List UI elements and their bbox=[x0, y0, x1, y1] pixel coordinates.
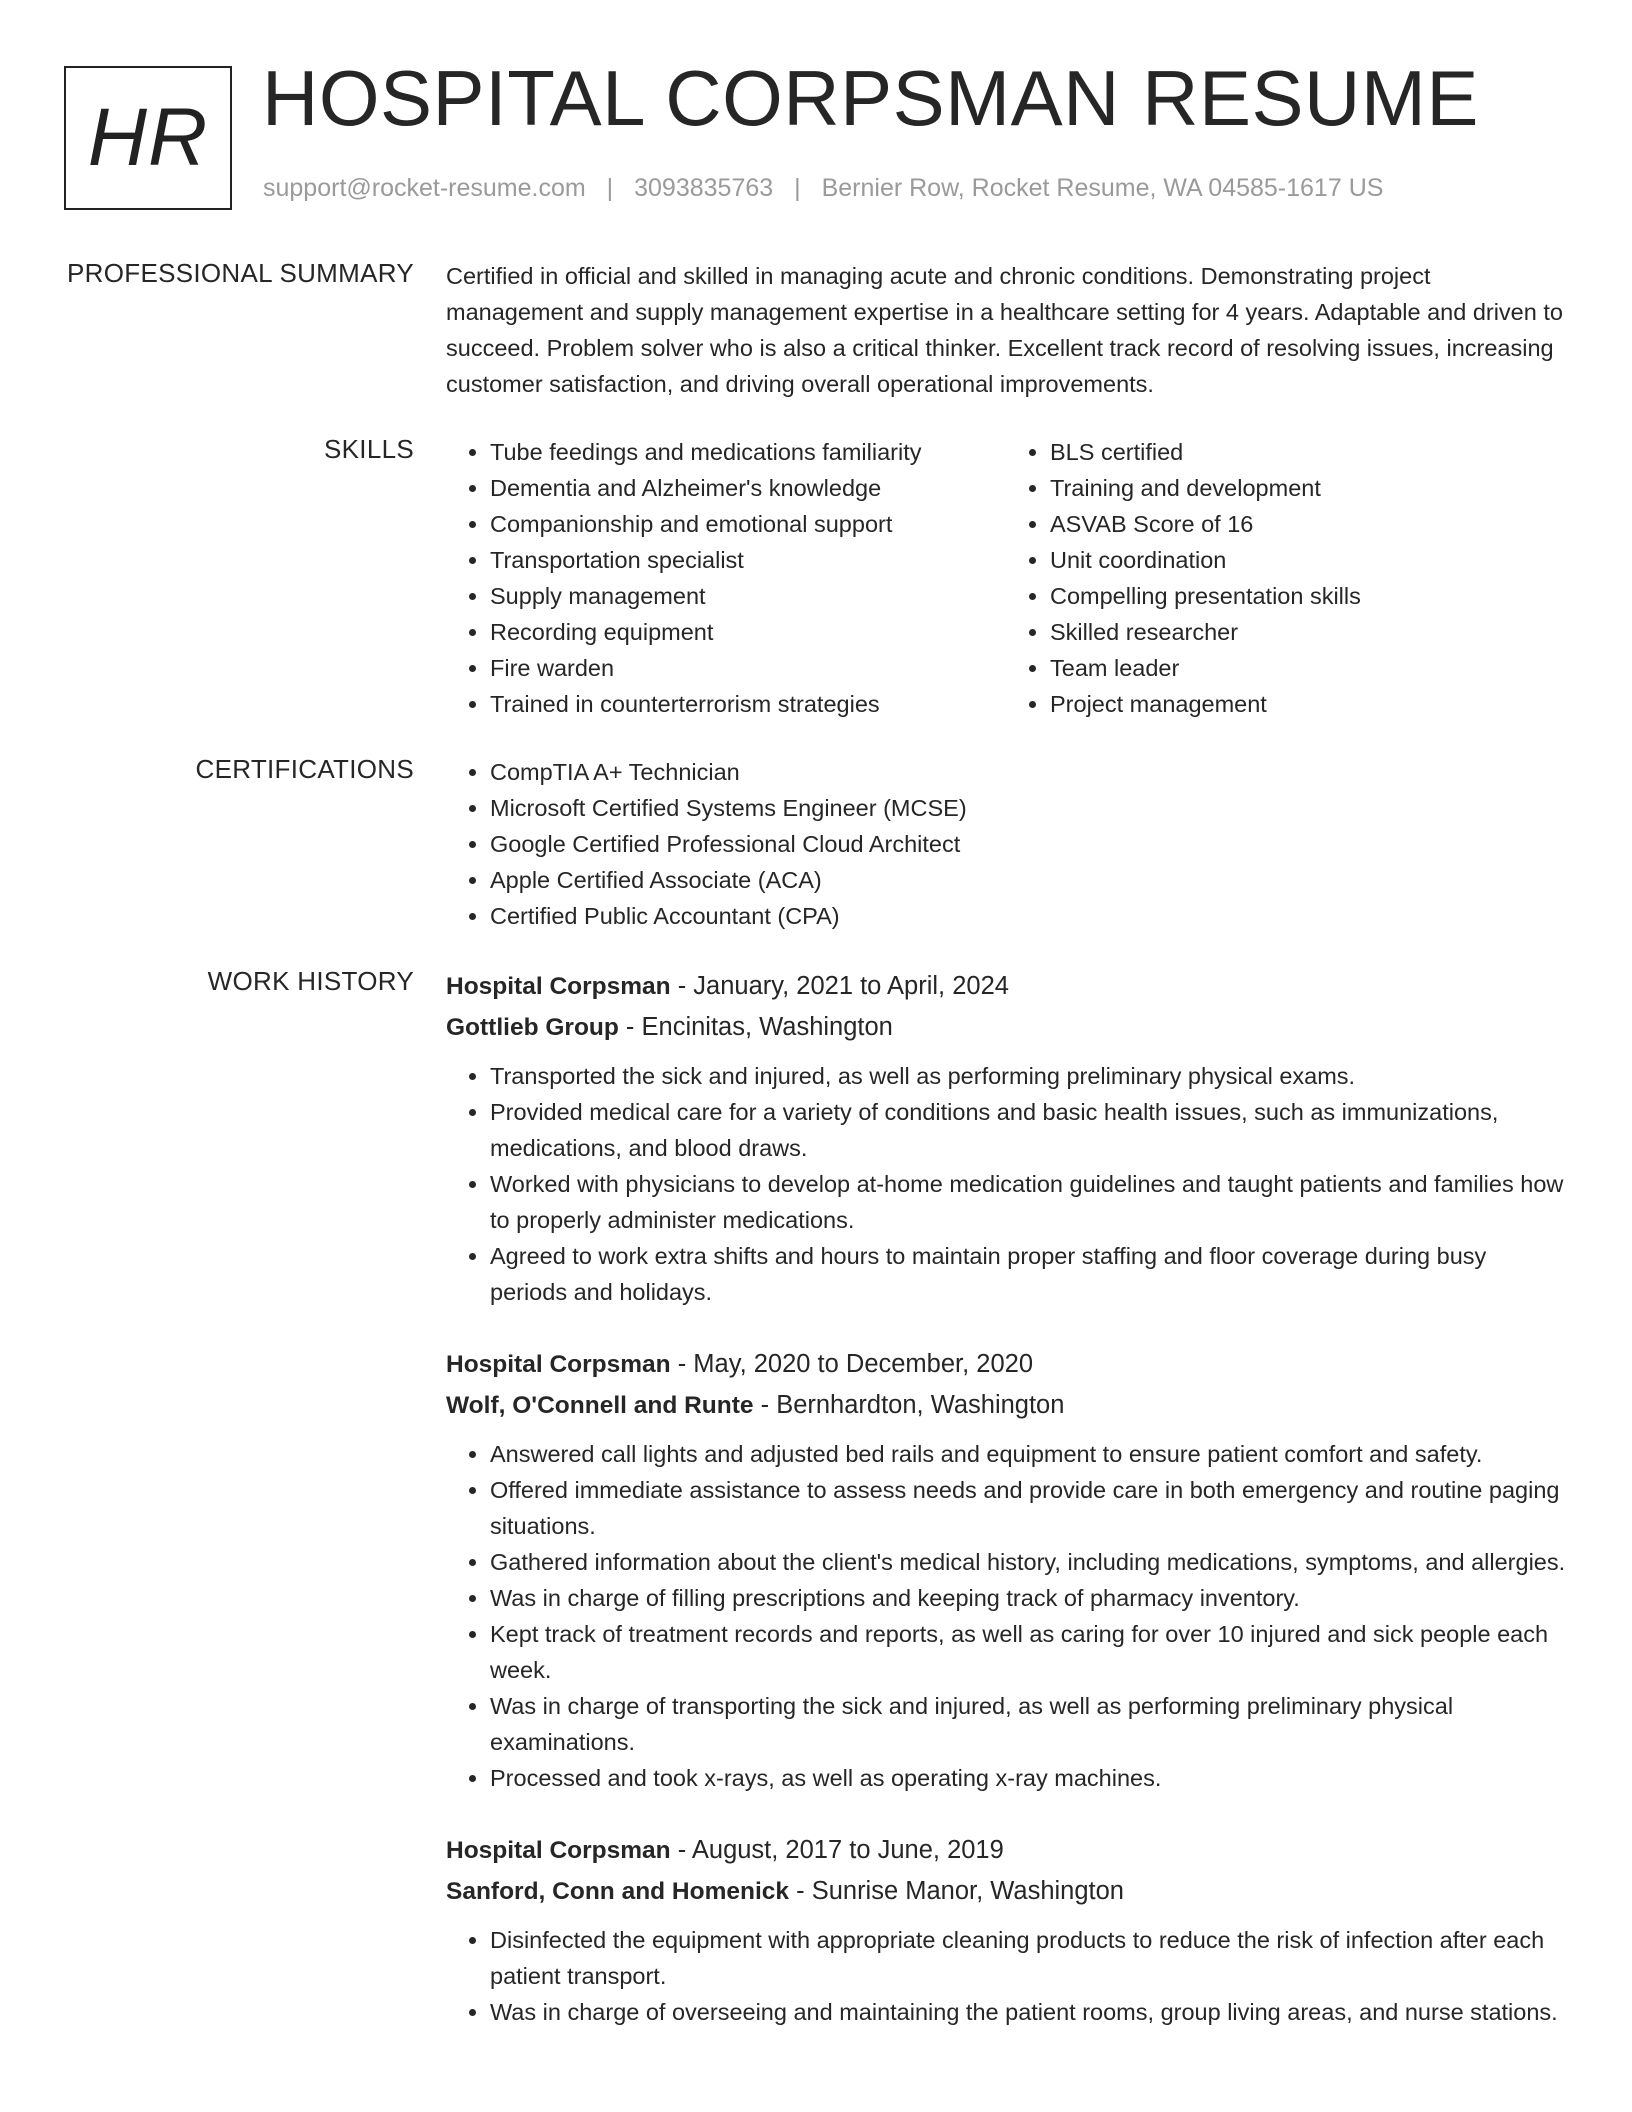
skills-list-right bbox=[1006, 434, 1566, 722]
list-item: • Disinfected the equipment with appropriate cleaning products to reduce the risk of infection after each patient transport. bbox=[490, 1922, 1566, 1994]
job-dates: - August, 2017 to June, 2019 bbox=[670, 1836, 1004, 1864]
list-item: • Gathered information about the client's medical history, including medications, symptoms, and allergies. bbox=[490, 1544, 1566, 1580]
job-company: Sanford, Conn and Homenick bbox=[446, 1878, 790, 1905]
contact-phone: 3093835763 bbox=[634, 174, 774, 202]
list-item: • CompTIA A+ Technician bbox=[490, 754, 1566, 790]
list-item: • Companionship and emotional support bbox=[490, 506, 1006, 542]
list-item: • Provided medical care for a variety of conditions and basic health issues, such as immunizations, medications, and blood draws. bbox=[490, 1094, 1566, 1166]
job-bullets bbox=[446, 1058, 1566, 1310]
list-item: • Fire warden bbox=[490, 650, 1006, 686]
list-item: • Was in charge of overseeing and maintaining the patient rooms, group living areas, and nurse stations. bbox=[490, 1994, 1566, 2030]
list-item: • Processed and took x-rays, as well as operating x-ray machines. bbox=[490, 1760, 1566, 1796]
list-item: • Google Certified Professional Cloud Architect bbox=[490, 826, 1566, 862]
list-item: • Skilled researcher bbox=[1050, 614, 1566, 650]
list-item: • Transported the sick and injured, as well as performing preliminary physical exams. bbox=[490, 1058, 1566, 1094]
job-company-line bbox=[446, 1871, 1566, 1912]
list-item: • Tube feedings and medications familiarity bbox=[490, 434, 1006, 470]
list-item: • Trained in counterterrorism strategies bbox=[490, 686, 1006, 722]
job-company: Gottlieb Group bbox=[446, 1014, 619, 1041]
list-item: • Team leader bbox=[1050, 650, 1566, 686]
list-item: • Offered immediate assistance to assess needs and provide care in both emergency and routine paging situations. bbox=[490, 1472, 1566, 1544]
list-item: • Apple Certified Associate (ACA) bbox=[490, 862, 1566, 898]
list-item: • Transportation specialist bbox=[490, 542, 1006, 578]
certifications-label: CERTIFICATIONS bbox=[195, 754, 414, 784]
job-company-line bbox=[446, 1385, 1566, 1426]
skills-label: SKILLS bbox=[324, 434, 414, 464]
list-item: • Was in charge of filling prescriptions and keeping track of pharmacy inventory. bbox=[490, 1580, 1566, 1616]
job-location: - Bernhardton, Washington bbox=[753, 1391, 1065, 1419]
contact-separator: | bbox=[794, 174, 801, 202]
list-item: • Microsoft Certified Systems Engineer (MCSE) bbox=[490, 790, 1566, 826]
job-entry bbox=[446, 1344, 1566, 1796]
job-title-line bbox=[446, 1344, 1566, 1385]
certifications-list bbox=[446, 754, 1566, 934]
job-entry bbox=[446, 1830, 1566, 2030]
job-title: Hospital Corpsman bbox=[446, 973, 671, 1000]
list-item: • Was in charge of transporting the sick and injured, as well as performing preliminary physical examinations. bbox=[490, 1688, 1566, 1760]
list-item: • Worked with physicians to develop at-home medication guidelines and taught patients and families how to properly administer medications. bbox=[490, 1166, 1566, 1238]
contact-separator: | bbox=[606, 174, 614, 202]
work-history-label: WORK HISTORY bbox=[207, 966, 414, 996]
job-bullets bbox=[446, 1922, 1566, 2030]
job-title: Hospital Corpsman bbox=[446, 1351, 671, 1378]
list-item: • Project management bbox=[1050, 686, 1566, 722]
contact-address: Bernier Row, Rocket Resume, WA 04585-1617 US bbox=[821, 174, 1384, 202]
list-item: • Agreed to work extra shifts and hours to maintain proper staffing and floor coverage during busy periods and holidays. bbox=[490, 1238, 1566, 1310]
job-dates: - January, 2021 to April, 2024 bbox=[670, 972, 1009, 1000]
list-item: • ASVAB Score of 16 bbox=[1050, 506, 1566, 542]
job-company: Wolf, O'Connell and Runte bbox=[446, 1392, 754, 1419]
job-company-line bbox=[446, 1007, 1566, 1048]
list-item: • Recording equipment bbox=[490, 614, 1006, 650]
job-location: - Sunrise Manor, Washington bbox=[789, 1877, 1124, 1905]
contact-email: support@rocket-resume.com bbox=[263, 174, 586, 202]
list-item: • Certified Public Accountant (CPA) bbox=[490, 898, 1566, 934]
job-location: - Encinitas, Washington bbox=[618, 1013, 893, 1041]
list-item: • Training and development bbox=[1050, 470, 1566, 506]
job-bullets bbox=[446, 1436, 1566, 1796]
monogram-box: HR bbox=[64, 66, 232, 210]
list-item: • Answered call lights and adjusted bed rails and equipment to ensure patient comfort and safety. bbox=[490, 1436, 1566, 1472]
list-item: • Supply management bbox=[490, 578, 1006, 614]
contact-line bbox=[263, 174, 1383, 203]
job-entry bbox=[446, 966, 1566, 1310]
job-dates: - May, 2020 to December, 2020 bbox=[670, 1350, 1034, 1378]
job-title-line bbox=[446, 1830, 1566, 1871]
list-item: • Dementia and Alzheimer's knowledge bbox=[490, 470, 1006, 506]
resume-header bbox=[0, 0, 1632, 240]
list-item: • Unit coordination bbox=[1050, 542, 1566, 578]
job-title: Hospital Corpsman bbox=[446, 1837, 671, 1864]
list-item: • Kept track of treatment records and reports, as well as caring for over 10 injured and sick people each week. bbox=[490, 1616, 1566, 1688]
list-item: • Compelling presentation skills bbox=[1050, 578, 1566, 614]
job-title-line bbox=[446, 966, 1566, 1007]
page-title: HOSPITAL CORPSMAN RESUME bbox=[262, 54, 1479, 142]
summary-text: Certified in official and skilled in managing acute and chronic conditions. Demonstrating project management and supply management expertise in a healthcare setting for 4 years. Adaptable and driven to succeed. Problem solver who is also a critical thinker. Excellent track record of resolving issues, increasing customer satisfaction, and driving overall operational improvements. bbox=[446, 263, 1563, 397]
list-item: • BLS certified bbox=[1050, 434, 1566, 470]
summary-label: PROFESSIONAL SUMMARY bbox=[67, 258, 414, 288]
skills-list-left bbox=[446, 434, 1006, 722]
